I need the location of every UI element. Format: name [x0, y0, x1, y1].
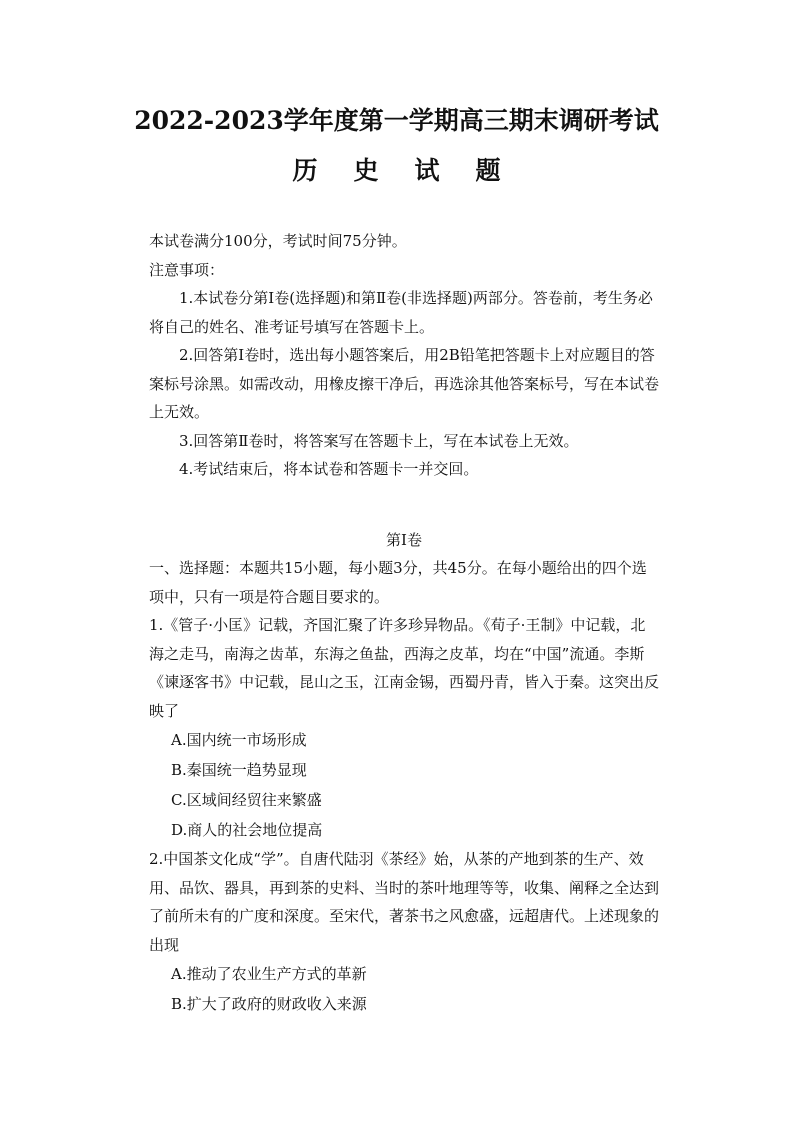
question-option: C.区域间经贸往来繁盛 — [171, 791, 322, 809]
exam-body — [149, 227, 659, 1019]
notice-item: 4.考试结束后，将本试卷和答题卡一并交回。 — [179, 460, 479, 478]
full-score-note: 本试卷满分100分，考试时间75分钟。 — [149, 232, 407, 250]
question-stem: 2.中国茶文化成“学”。自唐代陆羽《茶经》始，从茶的产地到茶的生产、效用、品饮、器具，再到茶的史料、当时的茶叶地理等等，收集、阐释之全达到了前所未有的广度和深度。至宋代，著茶书之风愈盛，远超唐代。上述现象的出现 — [149, 850, 660, 954]
part-heading: 第Ⅰ卷 — [386, 530, 422, 549]
subject-char: 题 — [475, 156, 501, 185]
exam-title: 2022-2023学年度第一学期高三期末调研考试 — [134, 106, 659, 135]
question-option: A.推动了农业生产方式的革新 — [171, 965, 367, 983]
question-option: A.国内统一市场形成 — [171, 731, 307, 749]
subject-char: 历 — [292, 156, 318, 185]
notice-item: 2.回答第Ⅰ卷时，选出每小题答案后，用2B铅笔把答题卡上对应题目的答案标号涂黑。如需改动，用橡皮擦干净后，再选涂其他答案标号，写在本试卷上无效。 — [149, 346, 660, 421]
notice-item: 3.回答第Ⅱ卷时，将答案写在答题卡上，写在本试卷上无效。 — [179, 431, 579, 450]
question-option: B.扩大了政府的财政收入来源 — [171, 995, 367, 1013]
subject-char: 试 — [414, 156, 440, 185]
question-option: B.秦国统一趋势显现 — [171, 761, 307, 779]
notice-item: 1.本试卷分第Ⅰ卷(选择题)和第Ⅱ卷(非选择题)两部分。答卷前，考生务必将自己的姓名、准考证号填写在答题卡上。 — [149, 289, 653, 336]
question-option: D.商人的社会地位提高 — [171, 821, 323, 839]
question-stem: 1.《管子·小匡》记载，齐国汇聚了许多珍异物品。《荀子·王制》中记载，北海之走马，南海之齿革，东海之鱼盐，西海之皮革，均在“中国”流通。李斯《谏逐客书》中记载，昆山之玉，江南金锡，西蜀丹青，皆入于秦。这突出反映了 — [149, 616, 660, 720]
subject-title — [0, 154, 793, 188]
notice-title: 注意事项： — [149, 260, 225, 279]
subject-char: 史 — [353, 156, 379, 185]
section-instructions: 一、选择题：本题共15小题，每小题3分，共45分。在每小题给出的四个选项中，只有一项是符合题目要求的。 — [149, 559, 647, 606]
